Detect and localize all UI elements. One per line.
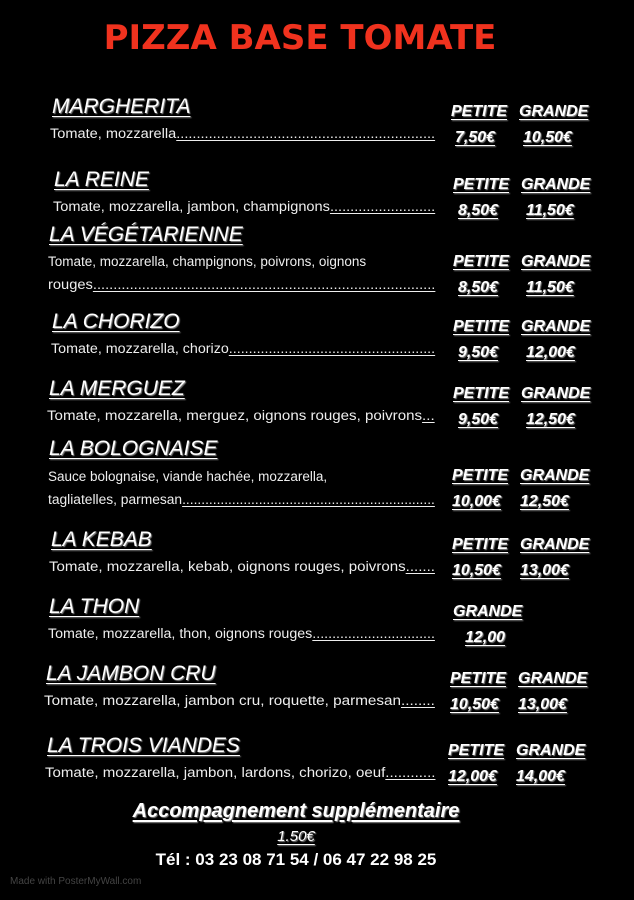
extra-topping-label: Accompagnement supplémentaire [132,800,460,822]
extra-topping-price: 1.50€ [277,828,315,845]
size-labels: GRANDE [453,603,523,620]
price-grande: 11,50€ [526,279,574,296]
price-petite: 8,50€ [458,279,499,296]
prices [450,696,567,714]
price-grande: 13,00€ [520,562,569,579]
pizza-description: Tomate, mozzarella, champignons, poivrons, oignons [48,254,367,269]
watermark: Made with PosterMyWall.com [10,876,142,887]
price-grande: 14,00€ [516,768,565,785]
pizza-description: Tomate, mozzarella, merguez, oignons rouges, poivrons... [47,408,435,423]
price-petite: 12,00€ [448,768,497,785]
price-petite: 10,50€ [450,696,499,713]
price-grande: 13,00€ [518,696,567,713]
prices [458,279,574,297]
pizza-name: LA JAMBON CRU [46,662,216,685]
price-grande: 12,50€ [520,493,569,510]
pizza-description-line2: rouges.................................................................................... [48,277,436,292]
prices [458,411,575,429]
pizza-name: LA KEBAB [51,528,152,551]
pizza-name: LA VÉGÉTARIENNE [49,223,243,246]
pizza-description: Tomate, mozzarella, thon, oignons rouges............................... [48,626,435,641]
price-petite: 7,50€ [455,129,496,146]
prices [458,202,574,220]
price-grande: 12,00 [465,629,506,646]
size-labels: PETITE GRANDE [453,385,591,402]
size-labels: PETITE GRANDE [451,103,589,120]
pizza-description-line2: tagliatelles, parmesan.................................................................. [48,492,435,507]
prices [448,768,565,786]
price-grande: 10,50€ [523,129,572,146]
size-labels: PETITE GRANDE [452,536,590,553]
pizza-description: Tomate, mozzarella, kebab, oignons rouges, poivrons....... [49,559,435,574]
pizza-description: Tomate, mozzarella, jambon, lardons, chorizo, oeuf............ [45,765,436,780]
pizza-description: Tomate, mozzarella, jambon cru, roquette, parmesan........ [44,693,435,708]
pizza-description: Sauce bolognaise, viande hachée, mozzarella, [48,469,328,484]
prices [452,562,569,580]
size-labels: PETITE GRANDE [452,467,590,484]
pizza-name: LA TROIS VIANDES [47,734,240,757]
prices [458,344,575,362]
prices [455,129,572,147]
pizza-name: MARGHERITA [52,95,191,118]
pizza-name: LA MERGUEZ [49,377,185,400]
prices [452,493,569,511]
size-labels: PETITE GRANDE [450,670,588,687]
page-title: PIZZA BASE TOMATE [103,18,497,58]
pizza-description: Tomate, mozzarella................................................................ [50,126,436,141]
price-grande: 12,00€ [526,344,575,361]
price-grande: 11,50€ [526,202,574,219]
pizza-name: LA REINE [54,168,149,191]
size-labels: PETITE GRANDE [453,176,591,193]
price-grande: 12,50€ [526,411,575,428]
size-labels: PETITE GRANDE [453,253,591,270]
size-labels: PETITE GRANDE [453,318,591,335]
pizza-description: Tomate, mozzarella, chorizo.................................................... [51,341,436,356]
price-petite: 10,00€ [452,493,501,510]
prices [465,629,505,647]
price-petite: 10,50€ [452,562,501,579]
price-petite: 8,50€ [458,202,499,219]
size-labels: PETITE GRANDE [448,742,586,759]
pizza-name: LA BOLOGNAISE [49,437,218,460]
phone-numbers: Tél : 03 23 08 71 54 / 06 47 22 98 25 [155,850,437,869]
pizza-description: Tomate, mozzarella, jambon, champignons.......................... [53,199,436,214]
pizza-name: LA THON [49,595,140,618]
pizza-name: LA CHORIZO [52,310,180,333]
price-petite: 9,50€ [458,344,499,361]
price-petite: 9,50€ [458,411,499,428]
